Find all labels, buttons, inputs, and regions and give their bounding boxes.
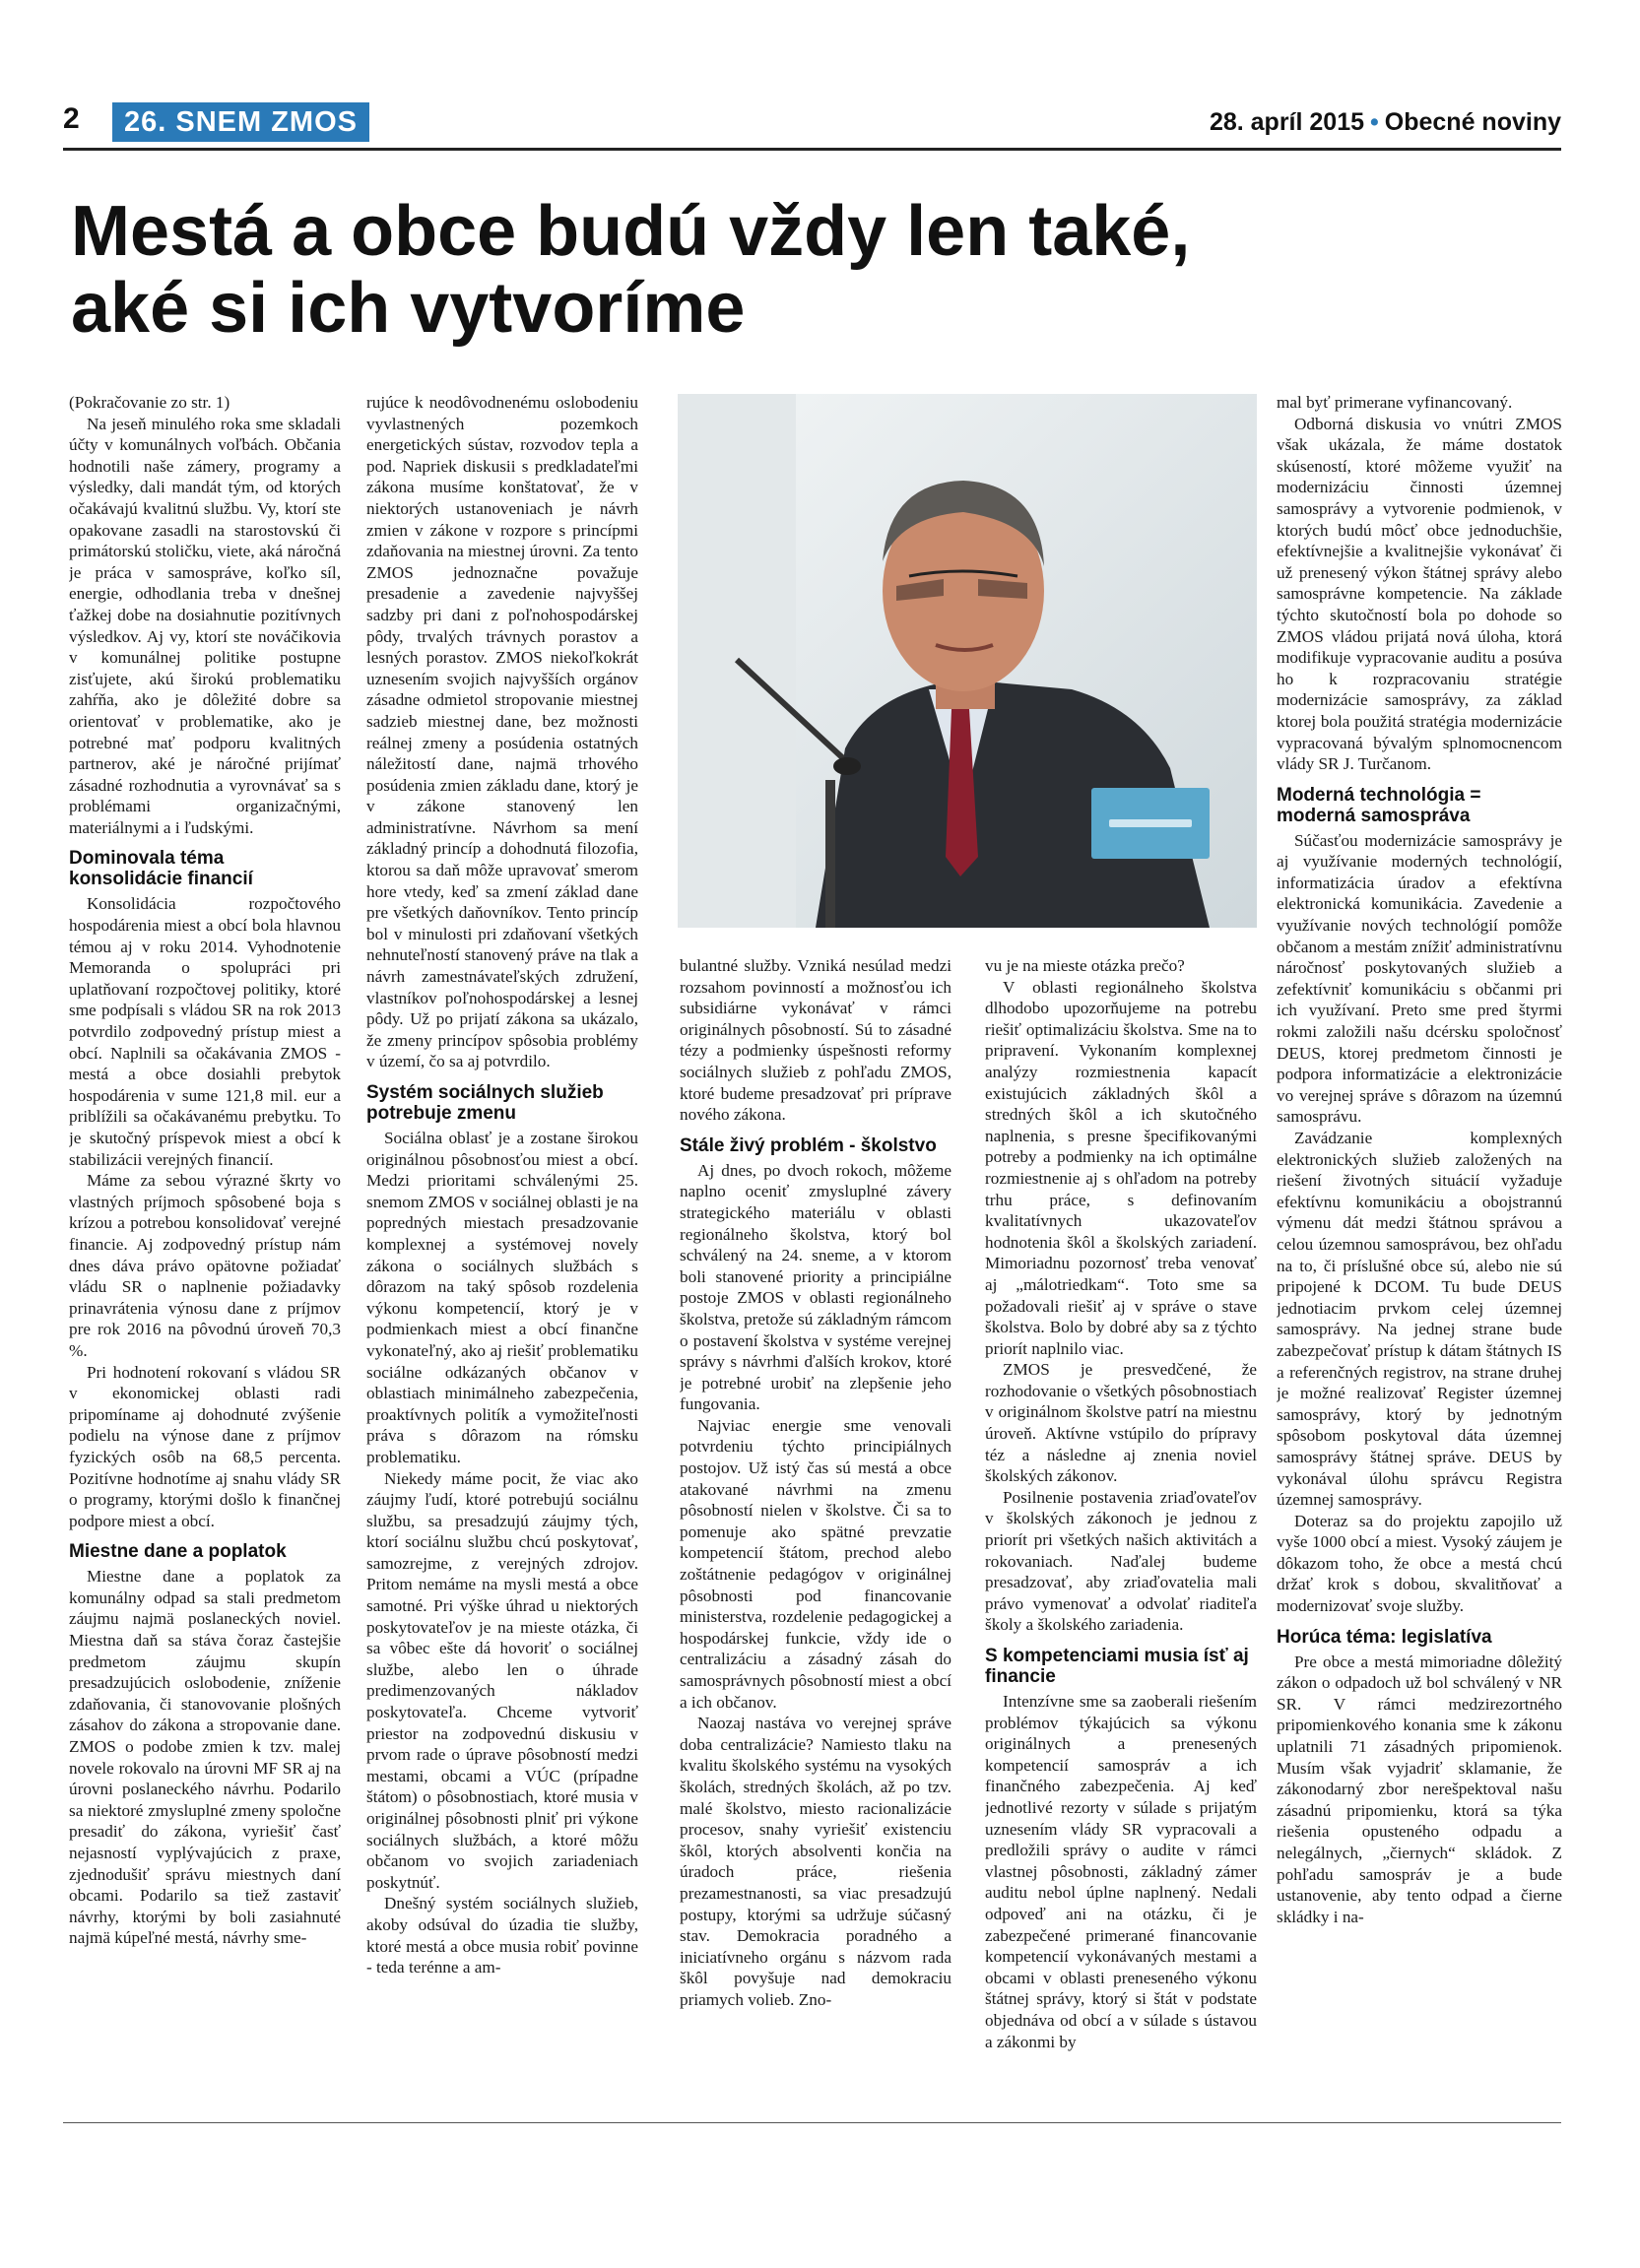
paragraph: Máme za sebou výrazné škrty vo vlastných príjmoch spôsobené boja s krízou a potrebou konsolidovať verejné financie. Aj zodpovedný prístup nám dnes dáva právo opätovne požiadať vládu SR o naplnenie požiadavky prinavrátenia výnosu dane z príjmov pre rok 2016 na pôvodnú úroveň 70,3 %. [69,1171,341,1360]
paragraph: Miestne dane a poplatok za komunálny odpad sa stali predmetom záujmu najmä poslaneckých noviel. Miestna daň sa stáva čoraz častejšie predmetom záujmu skupín presadzujúcich oslobodenie, zníženie zdaňovania, či stanovovanie plošných zásahov do zákona a stropovanie dane. ZMOS o podobe zmien k tzv. malej novele rokovalo na úrovni MF SR aj na úrovni poslaneckého návrhu. Podarilo sa niektoré zmysluplné zmeny spoločne presadiť do zákona, vyriešiť časť nejasností vyplývajúcich z praxe, zjednodušiť správu miestnych daní obcami. Podarilo sa tiež zastaviť návrhy, ktorými by boli zasiahnuté najmä kúpeľné mestá, návrhy sme- [69,1567,341,1948]
section-heading: Stále živý problém - školstvo [680,1134,937,1156]
speaker-photo [678,394,1257,928]
paragraph: ZMOS je presvedčené, že rozhodovanie o všetkých pôsobnostiach v originálnom školstve patrí na miestnu úroveň. Aktívne vstúpilo do prípravy téz a následne aj znenia noviel školských zákonov. [985,1360,1257,1486]
paragraph: Zavádzanie komplexných elektronických služieb založených na riešení životných situácií vyžaduje efektívnu komunikáciu a obojstrannú výmenu dát medzi štátnou správou a celou územnou samosprávou, bez ohľadu na to, či príslušné obce sú, alebo nie sú pripojené k DCOM. Tu bude DEUS jednotiacim prvkom celej územnej samosprávy. Na jednej strane bude zabezpečovať prístup k dátam štátnych IS a referenčných registrov, na strane druhej je možné realizovať Register územnej samosprávy, ktorý by jednotným spôsobom poskytoval dáta územnej samosprávy štátnej správe. DEUS by vykonával úlohu správcu Registra územnej samosprávy. [1277,1129,1562,1510]
paragraph: vu je na mieste otázka prečo? [985,956,1185,975]
paragraph: V oblasti regionálneho školstva dlhodobo upozorňujeme na potrebu riešiť optimalizáciu školstva. Sme na to pripravení. Vykonaním komplexnej analýzy rozmiestnenia kapacít existujúcich základných škôl a stredných škôl a ich skutočného naplnenia, s presne špecifikovanými potreby a podmienky na ich optimálne rozmiestnenie aj s ohľadom na potreby trhu práce, s definovaním kvalitatívnych ukazovateľov hodnotenia škôl a školských zariadení. Mimoriadnu pozornosť treba venovať aj „málotriedkam“. Toto sme sa požadovali riešiť aj v správe o stave školstva. Bolo by dobré aby sa z týchto priorít naplnilo viac. [985,977,1257,1358]
header-rule [63,148,1561,151]
paragraph: Konsolidácia rozpočtového hospodárenia miest a obcí bola hlavnou témou aj v roku 2014. Vyhodnotenie Memoranda o spolupráci pri uplatňovaní rozpočtovej politiky, ktoré sme podpísali s vládou SR na rok 2013 potvrdilo zodpovedný prístup miest a obcí. Naplnili sa očakávania ZMOS - mestá a obce dosiahli prebytok hospodárenia v sume 121,8 mil. eur a priblížili sa očakávanému prebytku. To je skutočný príspevok miest a obcí k stabilizácii verejných financií. [69,894,341,1169]
section-heading: S kompetenciami musia ísť aj financie [985,1646,1249,1687]
section-heading: Dominovala téma konsolidácie financií [69,848,253,890]
paragraph: Niekedy máme pocit, že viac ako záujmy ľudí, ktoré potrebujú sociálnu službu, sa presadzujú záujmy tých, ktorí sociálnu službu chcú poskytovať, samozrejme, z verejných zdrojov. Pritom nemáme na mysli mestá a obce samotné. Pri výške úhrad u niektorých poskytovateľov je na mieste otázka, či sa vôbec ešte dá hovoriť o sociálnej službe, alebo len o úhrade predimenzovaných nákladov poskytovateľa. Chceme vytvoriť priestor na zodpovednú diskusiu v prvom rade o úprave pôsobností medzi mestami, obcami a VÚC (prípadne štátom) o pôsobnostiach, ktoré musia v originálnej pôsobnosti plniť pri výkone sociálnych službách, a ktoré môžu občanom vo svojich zariadeniach poskytnúť. [366,1468,638,1892]
section-heading: Moderná technológia = moderná samospráva [1277,784,1481,826]
section-label: 26. SNEM ZMOS [112,102,369,142]
paragraph: Naozaj nastáva vo verejnej správe doba centralizácie? Namiesto tlaku na kvalitu školského systému na vysokých školách, stredných školách, až po tzv. malé školstvo, miesto racionalizácie procesov, snahy vyriešiť existenciu škôl, ktorých absolventi končia na úradoch práce, riešenia prezamestnanosti, sa viac presadzujú postupy, ktorými sa udržuje súčasný stav. Demokracia poradného a iniciatívneho orgánu s názvom rada škôl povyšuje nad demokraciu priamych volieb. Zno- [680,1714,951,2009]
article-column-1 [69,392,341,2106]
section-heading: Miestne dane a poplatok [69,1541,287,1563]
page-number: 2 [63,102,80,135]
publication-name: Obecné noviny [1384,108,1561,136]
paragraph: Na jeseň minulého roka sme skladali účty v komunálnych voľbách. Občania hodnotili naše zámery, programy a výsledky, dali mandát tým, od ktorých očakávajú kvalitnú službu. Vy, ktorí ste opakovane zasadli na starostovskú či primátorskú stoličku, viete, aká náročná je práca v samospráve, koľko síl, energie, odhodlania treba v dnešnej ťažkej dobe na dosiahnutie pozitívnych výsledkov. Aj vy, ktorí ste nováčikovia v komunálnej politike postupne zisťujete, akú širokú problematiku zahŕňa, ako je dôležité dobre sa orientovať v problematike, ako je potrebné mať podporu kvalitných partnerov, aké je náročné prijímať zásadné rozhodnutia a vyrovnávať sa s problémami organizačnými, materiálnymi a i ľudskými. [69,414,341,837]
paragraph: (Pokračovanie zo str. 1) [69,393,230,412]
paragraph: Najviac energie sme venovali potvrdeniu týchto principiálnych postojov. Už istý čas sú mestá a obce atakované návrhmi na zmenu pôsobností nielen v školstve. Či sa to pomenuje ako spätné prevzatie kompetencií štátom, prechod alebo zoštátnenie pedagógov v originálnej pôsobnosti pod financovanie ministerstva, rozdelenie pedagogickej a hospodárskej funkcie, vždy ide o centralizáciu a zásadný zásah do samosprávnych pôsobností miest a obcí a ich občanov. [680,1415,951,1712]
paragraph: mal byť primerane vyfinancovaný. [1277,393,1513,412]
paragraph: Aj dnes, po dvoch rokoch, môžeme naplno oceniť zmysluplné závery strategického materiálu v oblasti regionálneho školstva, ktorý bol schválený na 24. sneme, a v ktorom boli stanovené priority a principiálne postoje ZMOS v oblasti regionálneho školstva, pretože sú základným rámcom o postavení školstva v systéme verejnej správy s návrhmi ďalších krokov, ktoré je potrebné urobiť na zlepšenie jeho fungovania. [680,1160,951,1414]
paragraph: Doteraz sa do projektu zapojilo už vyše 1000 obcí a miest. Vysoký záujem je dôkazom toho, že obce a mestá chcú držať krok s dobou, skvalitňovať a modernizovať svoje služby. [1277,1511,1562,1616]
paragraph: Dnešný systém sociálnych služieb, akoby odsúval do úzadia tie služby, ktoré mestá a obce musia robiť povinne - teda terénne a am- [366,1894,638,1977]
headline-line-1: Mestá a obce budú vždy len také, [71,192,1191,271]
speaker-at-podium-icon [678,394,1257,928]
paragraph: rujúce k neodôvodnenému oslobodeniu vyvlastnených pozemkoch energetických sústav, rozvodov tepla a pod. Napriek diskusii s predkladateľmi zákona musíme konštatovať, že v niektorých ustanoveniach je návrh zmien v zákone v rozpore s princípmi zdaňovania na miestnej úrovni. Za tento ZMOS jednoznačne považuje presadenie a zavedenie najvyššej sadzby pri dani z poľnohospodárskej pôdy, trvalých trávnych porastov a lesných porastov. ZMOS niekoľkokrát uznesením svojich najvyšších orgánov zásadne odmietol stropovanie miestnej sadzieb miestnej dane, bez možnosti reálnej zmeny a posúdenia ostatných náležitostí dane, najmä trhového posúdenia zmien základu dane, ktorý je v zákone stanovený len administratívne. Návrhom sa mení základný princíp a dohodnutá filozofia, ktorou sa daň môže upravovať smerom hore vtedy, keď sa zmení základ dane pre všetkých daňovníkov. Tento princíp bol v minulosti pri zdaňovaní všetkých nehnuteľností stanovený práve na tlak a návrh zamestnávateľských združení, vlastníkov poľnohospodárskej a lesnej pôdy. Už po prijatí zákona sa ukázalo, že zmeny princípov spôsobia problémy v území, čo sa aj potvrdilo. [366,393,638,1071]
paragraph: Sociálna oblasť je a zostane širokou originálnou pôsobnosťou miest a obcí. Medzi prioritami schválenými 25. snemom ZMOS v sociálnej oblasti je na popredných miestach presadzovanie komplexnej a systémovej novely zákona o sociálnych službách s dôrazom na taký spôsob rozdelenia výkonu kompetencií, ktorý je v podmienkach miest a obcí finančne vykonateľný, ako aj riešiť problematiku sociálne odkázaných občanov v oblastiach minimálneho zabezpečenia, proaktívnych politík a vymožiteľnosti práva s dôrazom na rómsku problematiku. [366,1129,638,1466]
paragraph: bulantné služby. Vzniká nesúlad medzi rozsahom povinností a možnosťou ich subsidiárne vykonávať v rámci originálnych pôsobností. Sú to zásadné tézy a podmienky úspešnosti reformy sociálnych služieb z pohľadu ZMOS, ktoré budeme presadzovať pri príprave nového zákona. [680,956,951,1125]
article-column-5 [1277,392,1562,2106]
article-column-3 [680,955,951,2106]
section-heading: Horúca téma: legislatíva [1277,1626,1492,1648]
article-headline [71,193,1568,347]
paragraph: Súčasťou modernizácie samosprávy je aj využívanie moderných technológií, informatizácia úradov a efektívna elektronická komunikácia. Zavedenie a využívanie nových technológií pomôže občanom a mestám znížiť administratívnu náročnosť poskytovaných služieb a zefektívniť komunikáciu s občanmi pri ich využívaní. Preto sme pred štyrmi rokmi založili našu dcérsku spoločnosť DEUS, ktorej predmetom činnosti je podpora informatizácie a elektronizácie vo verejnej správe s dôrazom na územnú samosprávu. [1277,830,1562,1127]
headline-line-2: aké si ich vytvoríme [71,269,746,348]
section-heading: Systém sociálnych služieb potrebuje zmenu [366,1082,604,1124]
issue-date: 28. apríl 2015 [1209,108,1365,136]
paragraph: Pri hodnotení rokovaní s vládou SR v ekonomickej oblasti radi pripomíname aj dohodnuté zvýšenie podielu na výnose dane z príjmov fyzických osôb na 68,5 percenta. Pozitívne hodnotíme aj snahu vlády SR o programy, ktorými došlo k finančnej podpore miest a obcí. [69,1362,341,1530]
paragraph: Pre obce a mestá mimoriadne dôležitý zákon o odpadoch už bol schválený v NR SR. V rámci medzirezortného pripomienkového konania sme k zákonu uplatnili 71 zásadných pripomienok. Musím však vyjadriť sklamanie, že zákonodarný zbor nerešpektoval našu zásadnú pripomienku, ktorá sa týka riešenia opusteného odpadu a nelegálnych, „čiernych“ skládok. Z pohľadu samospráv je a bude ustanovenie, aby tento odpad a čierne skládky i na- [1277,1652,1562,1926]
paragraph: Intenzívne sme sa zaoberali riešením problémov týkajúcich sa výkonu originálnych a prenesených kompetencií samospráv a ich finančného zabezpečenia. Aj keď jednotlivé rezorty v súlade s prijatým uznesením vlády SR vypracovali a predložili správy o audite v rámci vlastnej pôsobnosti, základný zámer auditu nebol úplne naplnený. Nedali odpoveď ani na otázku, či je zabezpečené primerané financovanie kompetencií vykonávaných mestami a obcami v oblasti preneseného výkonu štátnej správy, ktorý si štát v podstate objednáva od obcí a v súlade s ústavou a zákonmi by [985,1692,1257,2051]
paragraph: Odborná diskusia vo vnútri ZMOS však ukázala, že máme dostatok skúseností, ktoré môžeme využiť na modernizáciu činnosti územnej samosprávy a vytvorenie podmienok, v ktorých budú môcť obce jednoduchšie, efektívnejšie a kvalitnejšie vykonávať či už prenesený výkon štátnej správy alebo samosprávne kompetencie. Na základe týchto skutočností bola po dohode so ZMOS vládou prijatá nová úloha, ktorá modifikuje vypracovanie auditu a posúva ho k rozpracovaniu stratégie modernizácie samosprávy, za základ ktorej bola použitá stratégia modernizácie vypracovaná bývalým splnomocnencom vlády SR J. Turčanom. [1277,414,1562,774]
issue-info [1210,108,1561,137]
article-column-4 [985,955,1257,2106]
article-column-2 [366,392,638,2106]
paragraph: Posilnenie postavenia zriaďovateľov v školských zákonoch je jednou z priorít pri všetkých našich aktivitách a rokovaniach. Naďalej budeme presadzovať, aby zriaďovatelia mali právo vymenovať a odvolať riaditeľa školy a školského zariadenia. [985,1487,1257,1635]
footer-rule [63,2122,1561,2123]
bullet-separator: • [1370,108,1379,136]
